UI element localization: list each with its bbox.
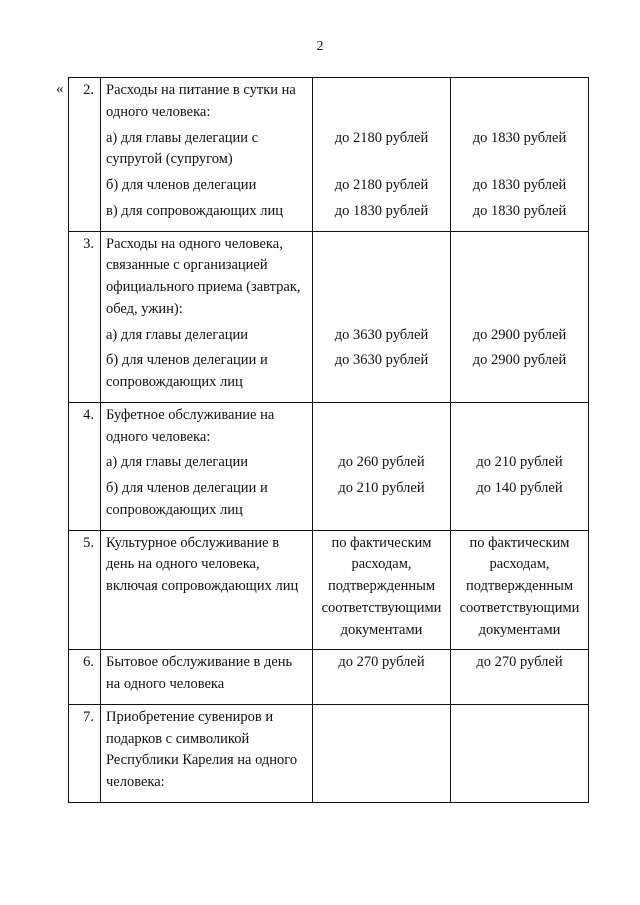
row-title-line: Бытовое обслуживание в день xyxy=(106,654,293,671)
row-number: 6. xyxy=(69,650,101,705)
row-number: 3. xyxy=(69,231,101,321)
rate-other xyxy=(451,124,589,172)
rate-head-of-delegation xyxy=(313,78,451,124)
row-title-line: обед, ужин): xyxy=(106,300,183,317)
table-subrow xyxy=(69,346,589,402)
row-title-line: связанные с организацией xyxy=(106,257,268,274)
subitem-label xyxy=(101,197,313,231)
table-row xyxy=(69,650,589,705)
rate-other-line: до 270 рублей xyxy=(476,654,563,671)
table-subrow xyxy=(69,124,589,172)
row-number-empty xyxy=(69,171,101,197)
rate-head-of-delegation xyxy=(313,402,451,448)
table-subrow xyxy=(69,474,589,530)
rate-head-of-delegation-line: до 3630 рублей xyxy=(334,326,429,343)
row-number-empty xyxy=(69,197,101,231)
rate-head-of-delegation-line: до 2180 рублей xyxy=(334,129,429,146)
rate-other-line: соответствующими xyxy=(459,599,580,616)
expense-rates-table xyxy=(68,77,589,803)
table-row xyxy=(69,402,589,448)
row-number-empty xyxy=(69,474,101,530)
row-number: 4. xyxy=(69,402,101,448)
rate-head-of-delegation xyxy=(313,474,451,530)
subitem-label-line: супругой (супругом) xyxy=(106,151,233,168)
subitem-label-line: а) для главы делегации xyxy=(106,454,249,471)
rate-head-of-delegation-line: до 260 рублей xyxy=(338,454,425,471)
subitem-label-line: а) для главы делегации xyxy=(106,326,249,343)
row-title-line: одного человека: xyxy=(106,103,211,120)
row-number-empty xyxy=(69,321,101,347)
table-subrow xyxy=(69,197,589,231)
subitem-label xyxy=(101,448,313,474)
rate-other xyxy=(451,448,589,474)
table-subrow xyxy=(69,321,589,347)
rate-other xyxy=(451,530,589,650)
rate-head-of-delegation xyxy=(313,346,451,402)
rate-head-of-delegation-line: расходам, xyxy=(351,556,412,573)
rate-head-of-delegation-line: до 2180 рублей xyxy=(334,177,429,193)
row-number-empty xyxy=(69,346,101,402)
rate-other-line: документами xyxy=(478,621,561,638)
row-title-line: Расходы на одного человека, xyxy=(106,235,283,252)
subitem-label-line: сопровождающих лиц xyxy=(106,374,243,390)
table-subrow xyxy=(69,448,589,474)
rate-other-line: до 140 рублей xyxy=(476,480,563,496)
rate-other xyxy=(451,704,589,802)
row-title-line: Расходы на питание в сутки на xyxy=(106,82,296,98)
subitem-label-line: в) для сопровождающих лиц xyxy=(106,202,284,219)
rate-other-line: до 210 рублей xyxy=(476,454,563,471)
table-row xyxy=(69,78,589,124)
row-title xyxy=(101,402,313,448)
rate-head-of-delegation-line: до 210 рублей xyxy=(338,480,425,496)
row-title-line: включая сопровождающих лиц xyxy=(106,578,299,594)
row-title-line: Республики Карелия на одного xyxy=(106,752,298,769)
row-title-line: подарков с символикой xyxy=(106,730,250,747)
subitem-label xyxy=(101,474,313,530)
row-title xyxy=(101,650,313,705)
rate-other xyxy=(451,402,589,448)
opening-quote-mark: « xyxy=(56,81,64,97)
subitem-label-line: б) для членов делегации и xyxy=(106,352,268,369)
table-subrow xyxy=(69,171,589,197)
row-title xyxy=(101,530,313,650)
subitem-label-line: а) для главы делегации с xyxy=(106,129,259,146)
rate-other-line: до 2900 рублей xyxy=(472,352,567,369)
subitem-label-line: б) для членов делегации xyxy=(106,177,257,193)
row-number: 5. xyxy=(69,530,101,650)
table-row xyxy=(69,530,589,650)
rate-head-of-delegation-line: подтвержденным xyxy=(327,578,436,594)
rate-other-line: расходам, xyxy=(489,556,550,573)
rate-head-of-delegation xyxy=(313,321,451,347)
rate-head-of-delegation xyxy=(313,650,451,705)
subitem-label xyxy=(101,124,313,172)
row-title xyxy=(101,704,313,802)
rate-other-line: подтвержденным xyxy=(465,578,574,594)
rate-head-of-delegation-line: до 270 рублей xyxy=(338,654,425,671)
rate-head-of-delegation-line: по фактическим xyxy=(331,534,432,551)
rate-other xyxy=(451,197,589,231)
rate-other xyxy=(451,650,589,705)
row-title-line: на одного человека xyxy=(106,676,225,692)
subitem-label-line: сопровождающих лиц xyxy=(106,501,243,518)
row-title-line: Буфетное обслуживание на xyxy=(106,406,275,423)
row-title-line: человека: xyxy=(106,774,165,790)
row-title-line: одного человека: xyxy=(106,428,211,445)
rate-head-of-delegation xyxy=(313,231,451,321)
rate-head-of-delegation-line: документами xyxy=(340,621,423,638)
row-number-empty xyxy=(69,124,101,172)
rate-head-of-delegation-line: соответствующими xyxy=(321,599,442,616)
row-title-line: день на одного человека, xyxy=(106,556,260,573)
row-title-line: Приобретение сувениров и xyxy=(106,708,274,725)
table-row xyxy=(69,231,589,321)
rate-other-line: до 1830 рублей xyxy=(472,177,567,193)
subitem-label xyxy=(101,346,313,402)
rate-other xyxy=(451,171,589,197)
rate-other-line: до 1830 рублей xyxy=(472,129,567,146)
rate-head-of-delegation-line: до 1830 рублей xyxy=(334,202,429,219)
rate-head-of-delegation xyxy=(313,530,451,650)
rate-head-of-delegation xyxy=(313,197,451,231)
row-title xyxy=(101,78,313,124)
rate-other xyxy=(451,231,589,321)
rate-other-line: по фактическим xyxy=(469,534,570,551)
row-number: 7. xyxy=(69,704,101,802)
subitem-label xyxy=(101,321,313,347)
subitem-label-line: б) для членов делегации и xyxy=(106,480,268,496)
row-number: 2. xyxy=(69,78,101,124)
subitem-label xyxy=(101,171,313,197)
row-title-line: официального приема (завтрак, xyxy=(106,279,301,295)
rate-head-of-delegation xyxy=(313,448,451,474)
rate-other xyxy=(451,78,589,124)
rate-other-line: до 2900 рублей xyxy=(472,326,567,343)
row-title xyxy=(101,231,313,321)
row-title-line: Культурное обслуживание в xyxy=(106,534,280,551)
rate-other xyxy=(451,346,589,402)
page-number: 2 xyxy=(316,39,324,54)
rate-other-line: до 1830 рублей xyxy=(472,202,567,219)
rate-other xyxy=(451,474,589,530)
rate-head-of-delegation xyxy=(313,704,451,802)
rate-other xyxy=(451,321,589,347)
rate-head-of-delegation xyxy=(313,124,451,172)
rate-head-of-delegation xyxy=(313,171,451,197)
row-number-empty xyxy=(69,448,101,474)
table-row xyxy=(69,704,589,802)
rate-head-of-delegation-line: до 3630 рублей xyxy=(334,352,429,369)
